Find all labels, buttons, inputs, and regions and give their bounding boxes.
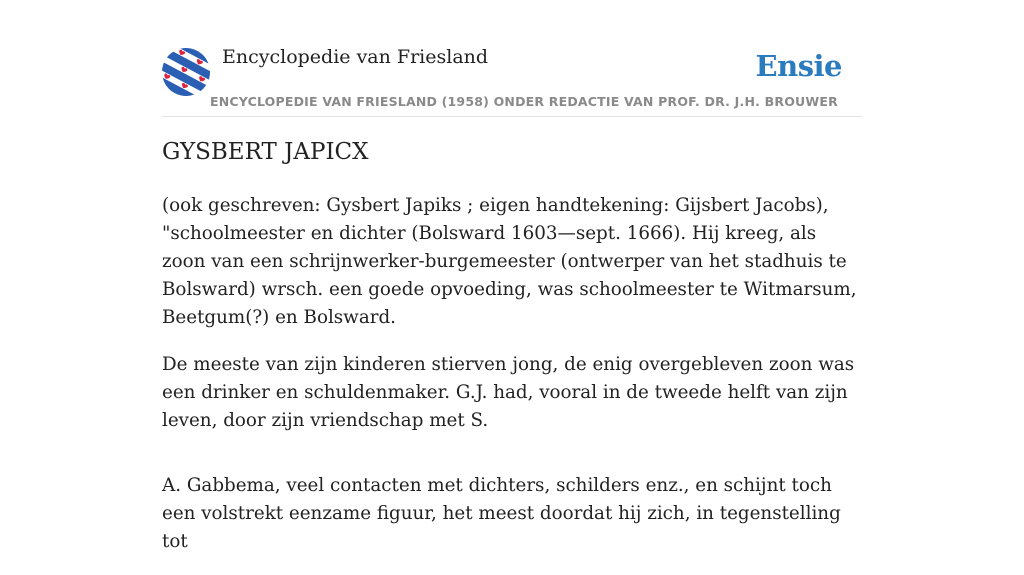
entry-paragraph: A. Gabbema, veel contacten met dichters, schilders enz., en schijnt toch een volstrekt eenzame figuur, het meest doordat hij zich, in tegenstelling tot <box>162 475 841 552</box>
entry-content <box>162 192 862 575</box>
entry-paragraph: (ook geschreven: Gysbert Japiks ; eigen handtekening: Gijsbert Jacobs), "schoolmeester en dichter (Bolsward 1603—sept. 1666). Hij kreeg, als zoon van een schrijnwerker-burgemeester (ontwerper van het stadhuis te Bolsward) wrsch. een goede opvoeding, was schoolmeester te Witmarsum, Beetgum(?) en Bolsward. <box>162 195 857 328</box>
entry-title: GYSBERT JAPICX <box>162 139 369 165</box>
site-header <box>162 44 862 117</box>
frisian-flag-logo-icon[interactable] <box>162 48 210 96</box>
entry-paragraph: De meeste van zijn kinderen stierven jong, de enig overgebleven zoon was een drinker en schuldenmaker. G.J. had, vooral in de tweede helft van zijn leven, door zijn vriendschap met S. <box>162 354 855 431</box>
ensie-brand-link[interactable]: Ensie <box>755 49 842 83</box>
encyclopedia-subtitle: ENCYCLOPEDIE VAN FRIESLAND (1958) ONDER REDACTIE VAN PROF. DR. J.H. BROUWER <box>210 94 838 109</box>
site-title[interactable]: Encyclopedie van Friesland <box>222 46 489 68</box>
